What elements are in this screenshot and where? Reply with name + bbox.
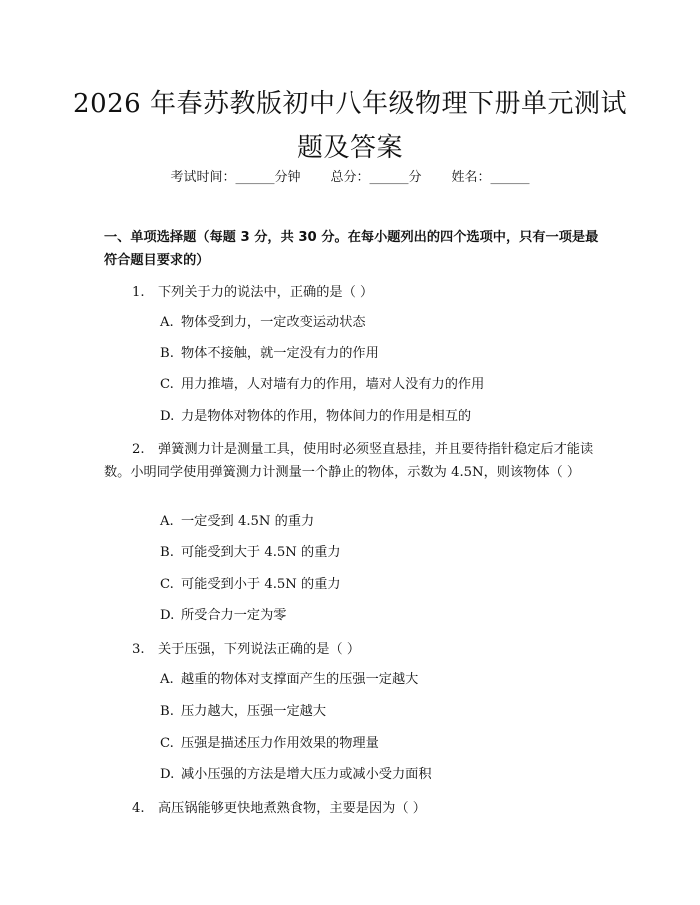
- question-2-option-b: [160, 543, 341, 563]
- option-text: 可能受到大于 4.5N 的重力: [181, 545, 341, 560]
- question-2-option-a: [160, 512, 314, 532]
- option-text: 物体不接触，就一定没有力的作用: [181, 346, 379, 361]
- page-title: 2026 年春苏教版初中八年级物理下册单元测试题及答案: [73, 89, 627, 163]
- option-label: B.: [160, 545, 174, 560]
- question-stem: 弹簧测力计是测量工具，使用时必须竖直悬挂，并且要待指针稳定后才能读数。小明同学使用弹簧测力计测量一个静止的物体，示数为 4.5N，则该物体（ ）: [104, 442, 594, 480]
- option-text: 物体受到力，一定改变运动状态: [181, 315, 366, 330]
- option-label: A.: [160, 514, 174, 529]
- question-3: [104, 638, 614, 661]
- question-1-option-d: [160, 407, 471, 427]
- option-text: 所受合力一定为零: [181, 608, 287, 623]
- option-label: C.: [160, 377, 174, 392]
- option-text: 用力推墙，人对墙有力的作用，墙对人没有力的作用: [181, 377, 485, 392]
- option-label: A.: [160, 315, 174, 330]
- question-stem: 下列关于力的说法中，正确的是（ ）: [158, 285, 374, 300]
- question-number: 2.: [132, 442, 145, 457]
- question-1-option-c: [160, 375, 484, 395]
- question-3-option-d: [160, 765, 432, 785]
- question-3-option-c: [160, 734, 379, 754]
- question-2-option-c: [160, 575, 341, 595]
- option-label: C.: [160, 736, 174, 751]
- exam-time-field: 考试时间：______分钟: [170, 170, 301, 185]
- option-text: 力是物体对物体的作用，物体间力的作用是相互的: [181, 409, 472, 424]
- exam-meta-line: [0, 169, 700, 187]
- question-4: [104, 797, 614, 820]
- option-text: 一定受到 4.5N 的重力: [181, 514, 315, 529]
- option-label: A.: [160, 672, 174, 687]
- option-label: D.: [160, 608, 175, 623]
- option-text: 压强是描述压力作用效果的物理量: [181, 736, 379, 751]
- option-label: C.: [160, 577, 174, 592]
- option-label: B.: [160, 346, 174, 361]
- student-name-field: 姓名：______: [451, 170, 530, 185]
- question-stem: 高压锅能够更快地煮熟食物，主要是因为（ ）: [158, 801, 426, 816]
- question-stem: 关于压强，下列说法正确的是（ ）: [158, 642, 361, 657]
- question-1: [104, 281, 614, 304]
- question-3-option-a: [160, 670, 418, 690]
- option-text: 减小压强的方法是增大压力或减小受力面积: [181, 767, 432, 782]
- total-score-field: 总分：______分: [330, 170, 422, 185]
- option-label: D.: [160, 409, 175, 424]
- option-text: 越重的物体对支撑面产生的压强一定越大: [181, 672, 419, 687]
- option-text: 压力越大，压强一定越大: [181, 704, 327, 719]
- question-2-option-d: [160, 606, 287, 626]
- option-text: 可能受到小于 4.5N 的重力: [181, 577, 341, 592]
- option-label: B.: [160, 704, 174, 719]
- question-2: [104, 438, 614, 484]
- question-number: 4.: [132, 801, 145, 816]
- question-1-option-b: [160, 344, 379, 364]
- question-3-option-b: [160, 702, 326, 722]
- question-1-option-a: [160, 313, 366, 333]
- section-heading: 一、单项选择题（每题 3 分，共 30 分。在每小题列出的四个选项中，只有一项是最符合题目要求的）: [104, 230, 599, 268]
- question-number: 1.: [132, 285, 145, 300]
- option-label: D.: [160, 767, 175, 782]
- question-number: 3.: [132, 642, 145, 657]
